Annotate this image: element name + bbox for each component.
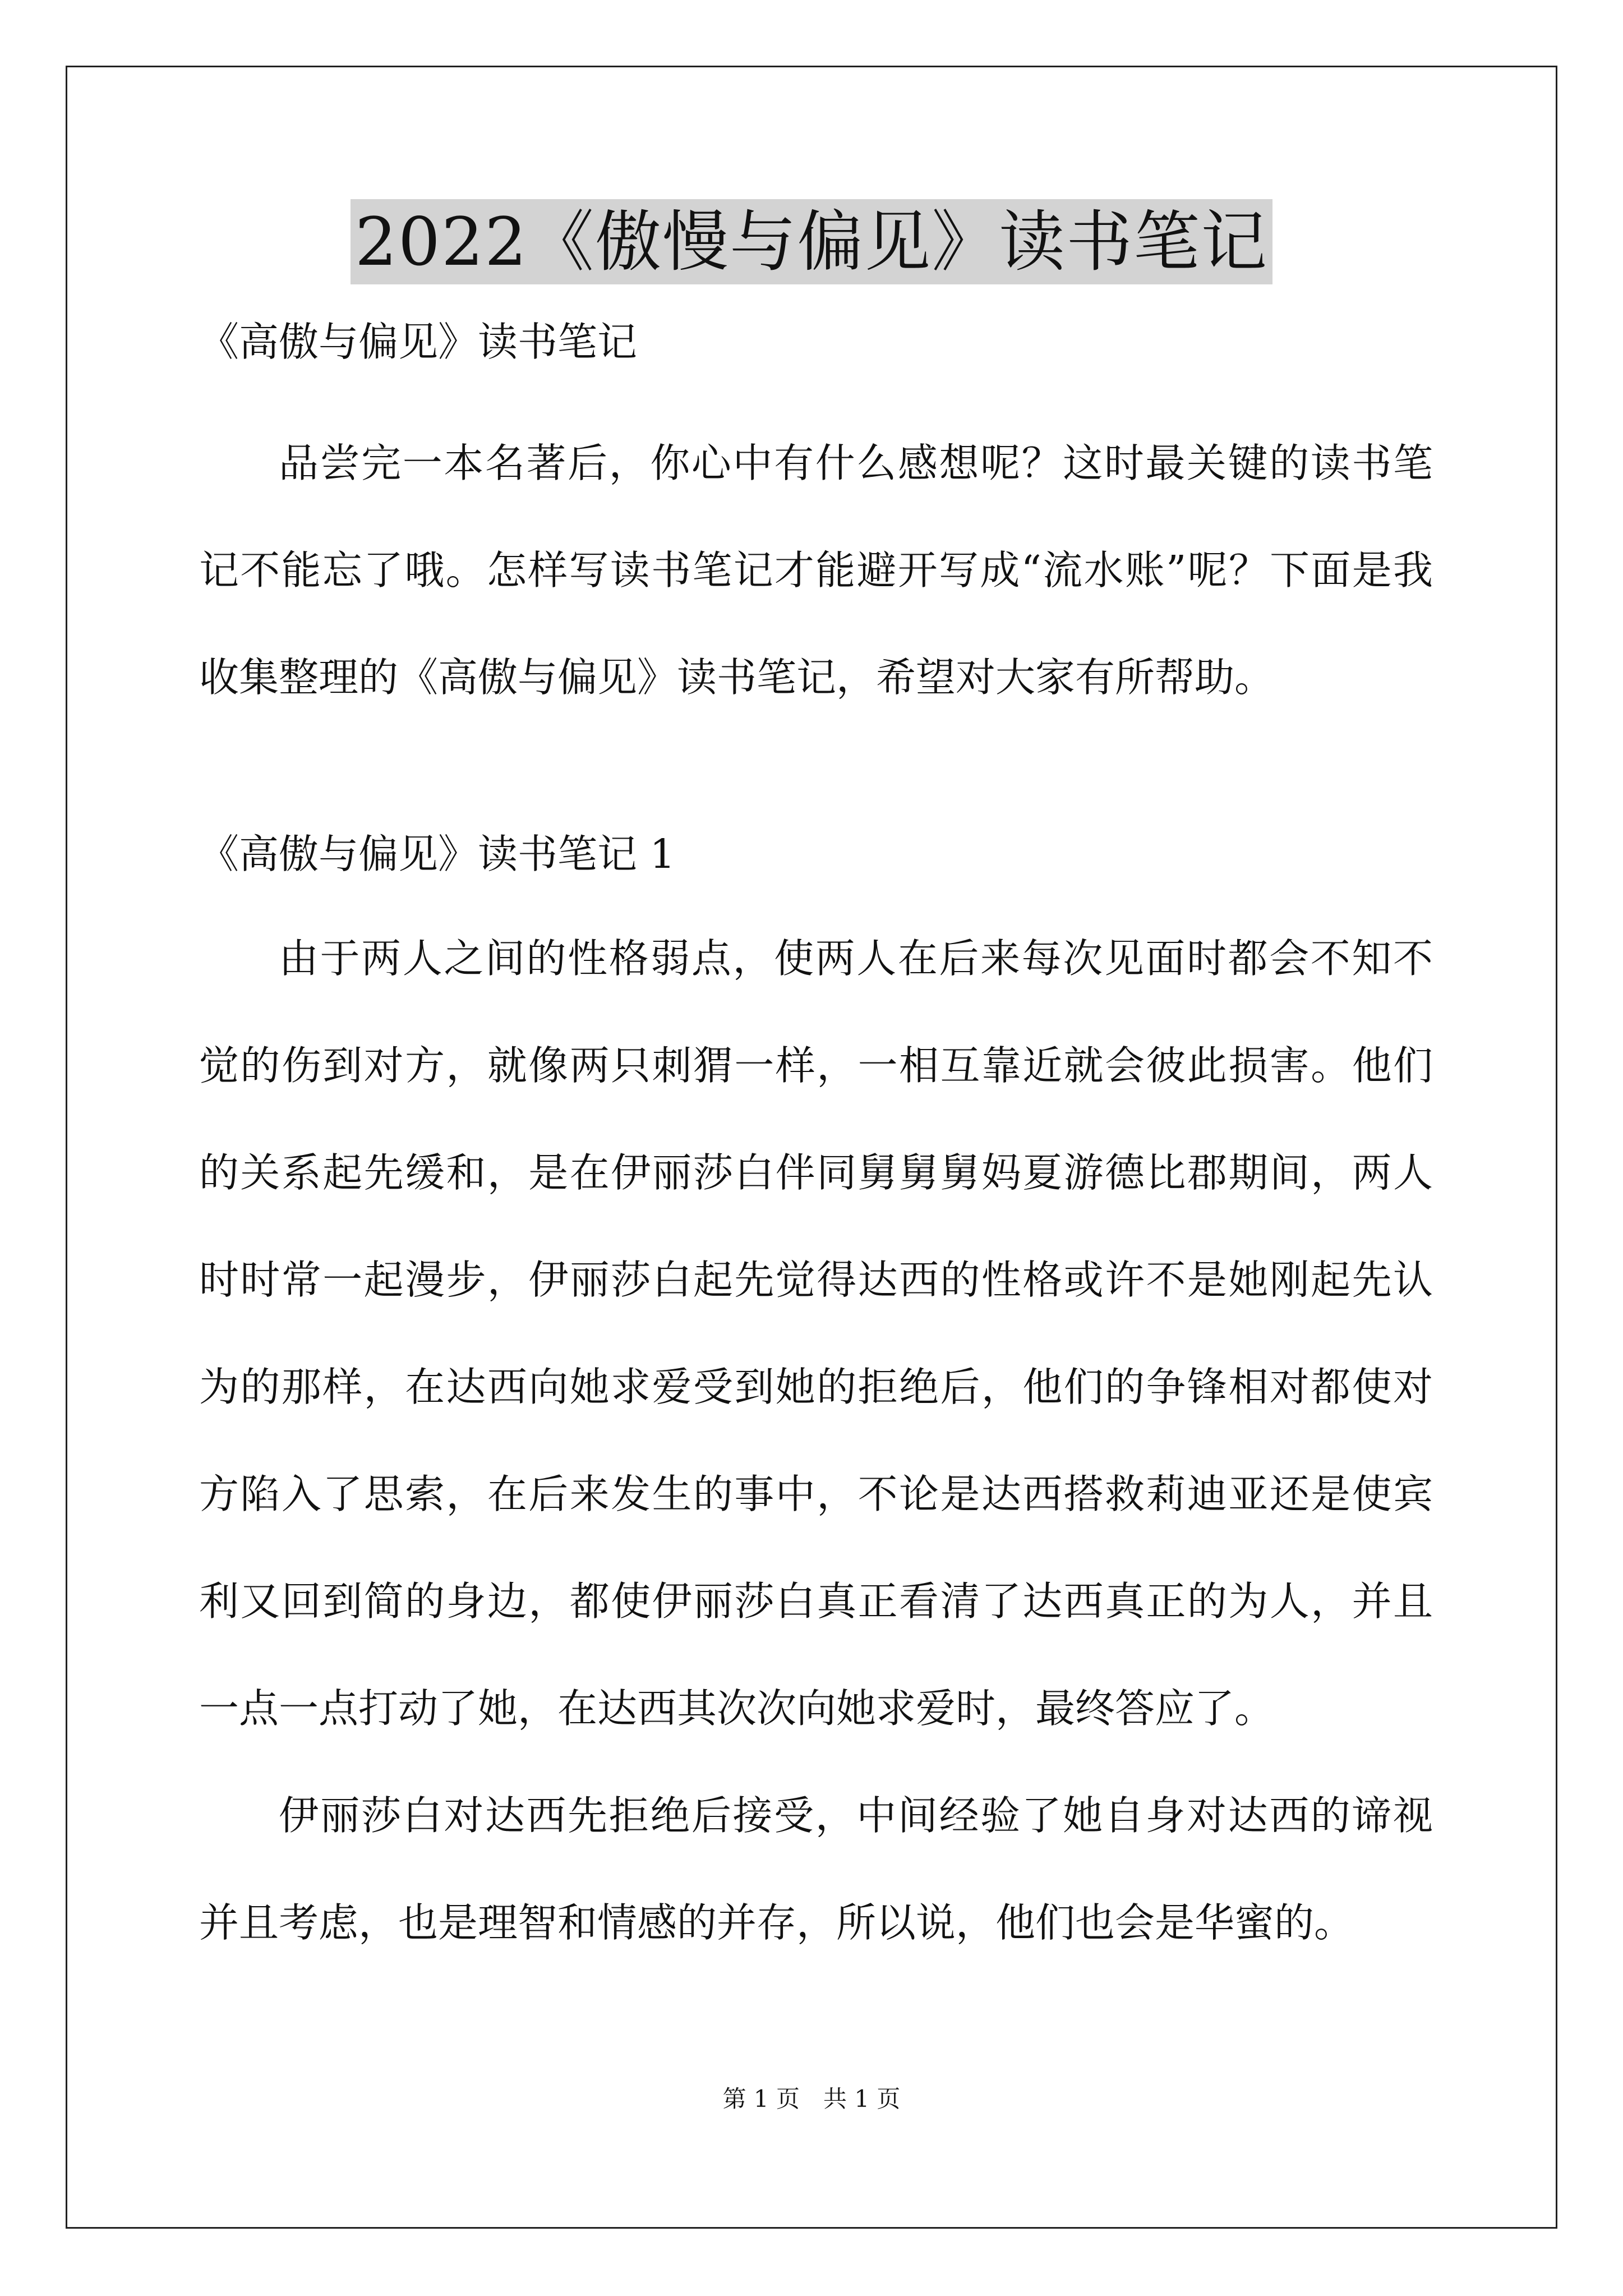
- intro-heading: 《高傲与偏见》读书笔记: [199, 319, 638, 365]
- section-1-paragraph-2: 伊丽莎白对达西先拒绝后接受，中间经验了她自身对达西的谛视并且考虑，也是理智和情感的并存，所以说，他们也会是华蜜的。: [199, 1792, 1433, 1946]
- section-1-paragraph-1: 由于两人之间的性格弱点，使两人在后来每次见面时都会不知不觉的伤到对方，就像两只刺猬一样，一相互靠近就会彼此损害。他们的关系起先缓和，是在伊丽莎白伴同舅舅舅妈夏游德比郡期间，两人时时常一起漫步，伊丽莎白起先觉得达西的性格或许不是她刚起先认为的那样，在达西向她求爱受到她的拒绝后，他们的争锋相对都使对方陷入了思索，在后来发生的事中，不论是达西搭救莉迪亚还是使宾利又回到简的身边，都使伊丽莎白真正看清了达西真正的为人，并且一点一点打动了她，在达西其次次向她求爱时，最终答应了。: [199, 935, 1433, 1732]
- intro-paragraph: 品尝完一本名著后，你心中有什么感想呢？这时最关键的读书笔记不能忘了哦。怎样写读书笔记才能避开写成“流水账”呢？下面是我收集整理的《高傲与偏见》读书笔记，希望对大家有所帮助。: [199, 440, 1433, 701]
- section-1-heading: 《高傲与偏见》读书笔记 1: [199, 831, 675, 877]
- document-body: [199, 314, 1433, 1976]
- title-wrap: [0, 199, 1623, 284]
- page-footer: 第 1 页 共 1 页: [722, 2085, 901, 2113]
- document-title: 2022《傲慢与偏见》读书笔记: [351, 199, 1272, 284]
- section-gap: [199, 731, 1433, 826]
